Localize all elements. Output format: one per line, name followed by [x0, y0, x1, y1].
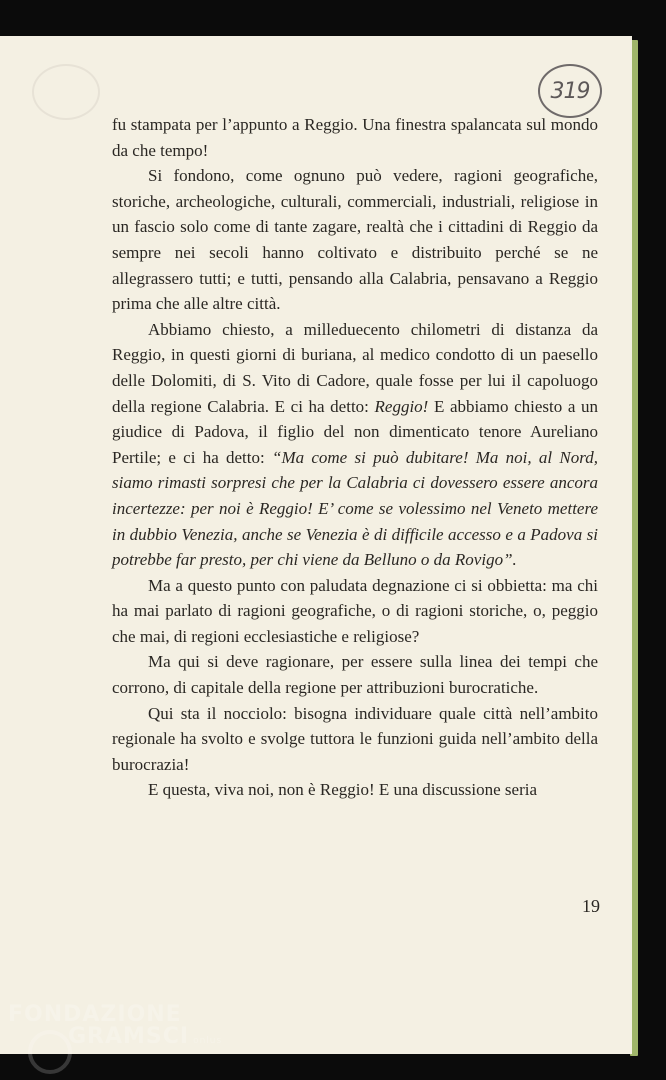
watermark-line-2: GRAMSCI onlus — [68, 1024, 223, 1049]
watermark-line-1: FONDAZIONE — [8, 1002, 182, 1027]
paragraph — [112, 317, 598, 573]
archive-stamp — [538, 64, 602, 118]
paragraph: E questa, viva noi, non è Reggio! E una discussione seria — [148, 780, 538, 800]
body-text — [112, 112, 598, 803]
text-span: E abbiamo chiesto a un giudice di Padova, il figlio del non dimenticato tenore Aureliano Pertile; e ci ha detto: — [112, 396, 598, 467]
page-number: 19 — [582, 896, 600, 916]
watermark-suffix: onlus — [193, 1036, 223, 1046]
stamp-number: 319 — [550, 78, 590, 104]
italic-text: “Ma come si può dubitare! Ma noi, al Nord, siamo rimasti sorpresi che per la Calabria ci dovessero essere ancora incertezze: per noi è Reggio! E’ come se volessimo nel Veneto mettere in dubbio Venezia, anche se Venezia è di difficile accesso e a Padova si potrebbe far presto, per chi viene da Belluno o da Rovigo”. — [112, 447, 598, 570]
paragraph: fu stampata per l’appunto a Reggio. Una finestra spalancata sul mondo da che tempo! — [112, 115, 598, 160]
paragraph: Ma qui si deve ragionare, per essere sulla linea dei tempi che corrono, di capitale della regione per attribuzioni burocratiche. — [112, 652, 598, 698]
text-span: Abbiamo chiesto, a milleduecento chilometri di distanza da Reggio, in questi giorni di buriana, al medico condotto di un paesello delle Dolomiti, di S. Vito di Cadore, quale fosse per lui il capoluogo della regione Calabria. E ci ha detto: — [112, 319, 598, 416]
paragraph: Ma a questo punto con paludata degnazione ci si obbietta: ma chi ha mai parlato di ragioni geografiche, o di ragioni storiche, o, peggio che mai, di regioni ecclesiastiche e religiose? — [112, 575, 598, 646]
faint-stamp-mark — [32, 64, 100, 120]
italic-text: Reggio! — [374, 396, 429, 416]
paragraph: Si fondono, come ognuno può vedere, ragioni geografiche, storiche, archeologiche, culturali, commerciali, industriali, religiose in un fascio solo come di tante zagare, realtà che i cittadini di Reggio da sempre nei secoli hanno coltivato e distribuito perché se ne allegrassero tutti; e tutti, pensando alla Calabria, pensavano a Reggio prima che alle altre città. — [112, 166, 598, 314]
watermark — [8, 1004, 222, 1052]
paragraph: Qui sta il nocciolo: bisogna individuare quale città nell’ambito regionale ha svolto e svolge tuttora le funzioni guida nell’ambito della burocrazia! — [112, 703, 598, 774]
